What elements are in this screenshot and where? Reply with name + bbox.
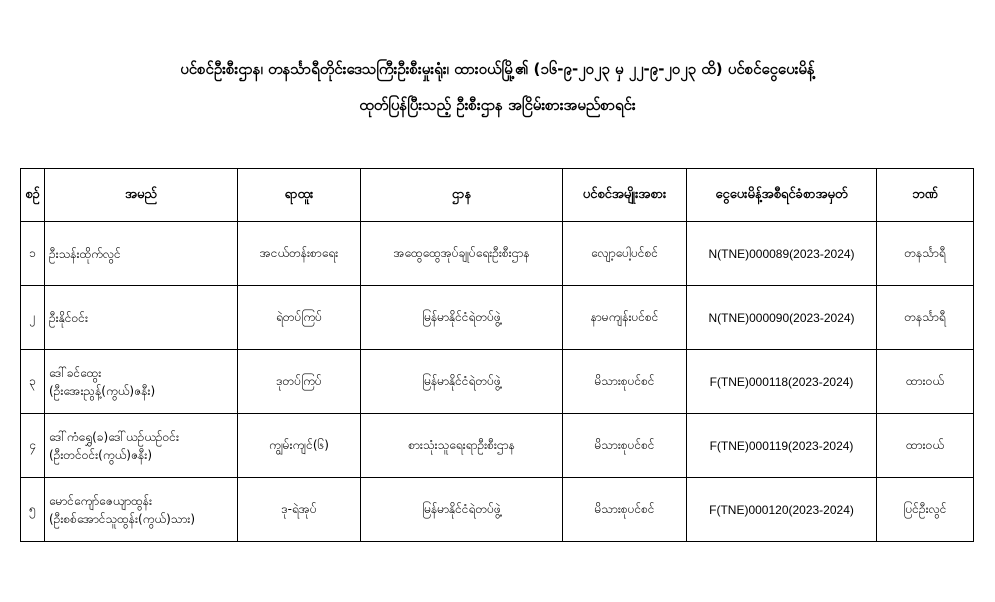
name-primary: မောင်ကျော်ဇေယျာထွန်း xyxy=(49,493,153,508)
cell-payment-order-number: F(TNE)000118(2023-2024) xyxy=(687,350,877,414)
cell-rank: ဒုတပ်ကြပ် xyxy=(238,350,361,414)
cell-serial-no: ၃ xyxy=(21,350,45,414)
cell-name xyxy=(45,478,238,542)
cell-bank: ထားဝယ် xyxy=(877,414,974,478)
table-row xyxy=(21,414,974,478)
cell-bank: ထားဝယ် xyxy=(877,350,974,414)
cell-pension-type: မိသားစုပင်စင် xyxy=(563,478,687,542)
cell-serial-no: ၄ xyxy=(21,414,45,478)
cell-pension-type: မိသားစုပင်စင် xyxy=(563,350,687,414)
cell-name xyxy=(45,286,238,350)
cell-pension-type: လျော့ပေါ့ပင်စင် xyxy=(563,222,687,286)
header-department: ဌာန xyxy=(361,169,563,222)
name-relation: (ဦးစစ်အောင်သူထွန်း(ကွယ်)သား) xyxy=(49,511,196,526)
name-primary: ဒေါ်ကံရွှေ(ခ)ဒေါ်ယဉ်ယဉ်ဝင်း xyxy=(49,429,179,444)
cell-department: မြန်မာနိုင်ငံရဲတပ်ဖွဲ့ xyxy=(361,350,563,414)
cell-rank: အငယ်တန်းစာရေး xyxy=(238,222,361,286)
name-relation: (ဦးတင်ဝင်း(ကွယ်)ဇနီး) xyxy=(49,447,152,462)
header-name: အမည် xyxy=(45,169,238,222)
cell-payment-order-number: F(TNE)000119(2023-2024) xyxy=(687,414,877,478)
cell-serial-no: ၁ xyxy=(21,222,45,286)
table-row xyxy=(21,350,974,414)
name-primary: ဦးသန်းထိုက်လွင် xyxy=(49,246,121,261)
cell-department: မြန်မာနိုင်ငံရဲတပ်ဖွဲ့ xyxy=(361,478,563,542)
cell-pension-type: မိသားစုပင်စင် xyxy=(563,414,687,478)
document-title-line-2: ထုတ်ပြန်ပြီးသည့် ဦးစီးဌာန အငြိမ်းစားအမည်စာရင်း xyxy=(359,96,636,114)
cell-serial-no: ၂ xyxy=(21,286,45,350)
cell-name xyxy=(45,222,238,286)
header-serial-no: စဉ် xyxy=(21,169,45,222)
cell-department: မြန်မာနိုင်ငံရဲတပ်ဖွဲ့ xyxy=(361,286,563,350)
cell-department: အထွေထွေအုပ်ချုပ်ရေးဦးစီးဌာန xyxy=(361,222,563,286)
cell-payment-order-number: N(TNE)000090(2023-2024) xyxy=(687,286,877,350)
cell-payment-order-number: N(TNE)000089(2023-2024) xyxy=(687,222,877,286)
header-bank: ဘဏ် xyxy=(877,169,974,222)
cell-name xyxy=(45,350,238,414)
table-row xyxy=(21,286,974,350)
document-title-line-1: ပင်စင်ဦးစီးဌာန၊ တနင်္သာရီတိုင်းဒေသကြီးဦးစီးမှုးရုံး၊ ထားဝယ်မြို့၏ (၁၆-၉-၂၀၂၃ မှ ၂၂-၉-၂၀၂၃ ထိ) ပင်စင်ငွေပေးမိန့် xyxy=(180,60,815,78)
table-row xyxy=(21,478,974,542)
cell-serial-no: ၅ xyxy=(21,478,45,542)
table-row xyxy=(21,222,974,286)
name-primary: ဒေါ်ခင်ထွေး xyxy=(49,365,102,380)
header-pension-type: ပင်စင်အမျိုးအစား xyxy=(563,169,687,222)
cell-rank: ရဲတပ်ကြပ် xyxy=(238,286,361,350)
name-relation: (ဦးအေးညွန့်(ကွယ်)ဇနီး) xyxy=(49,383,156,398)
cell-rank: ဒု-ရဲအုပ် xyxy=(238,478,361,542)
cell-name xyxy=(45,414,238,478)
header-rank: ရာထူး xyxy=(238,169,361,222)
header-payment-order-number: ငွေပေးမိန့်အစီရင်ခံစာအမှတ် xyxy=(687,169,877,222)
cell-bank: တနင်္သာရီ xyxy=(877,222,974,286)
cell-bank: တနင်္သာရီ xyxy=(877,286,974,350)
cell-bank: ပြင်ဦးလွင် xyxy=(877,478,974,542)
cell-department: စားသုံးသူရေးရာဦးစီးဌာန xyxy=(361,414,563,478)
cell-rank: ကျွမ်းကျင်(၆) xyxy=(238,414,361,478)
table-header-row xyxy=(21,169,974,222)
cell-payment-order-number: F(TNE)000120(2023-2024) xyxy=(687,478,877,542)
cell-pension-type: နာမကျန်းပင်စင် xyxy=(563,286,687,350)
pensioner-table xyxy=(20,168,974,542)
name-primary: ဦးနိုင်ဝင်း xyxy=(49,310,88,325)
